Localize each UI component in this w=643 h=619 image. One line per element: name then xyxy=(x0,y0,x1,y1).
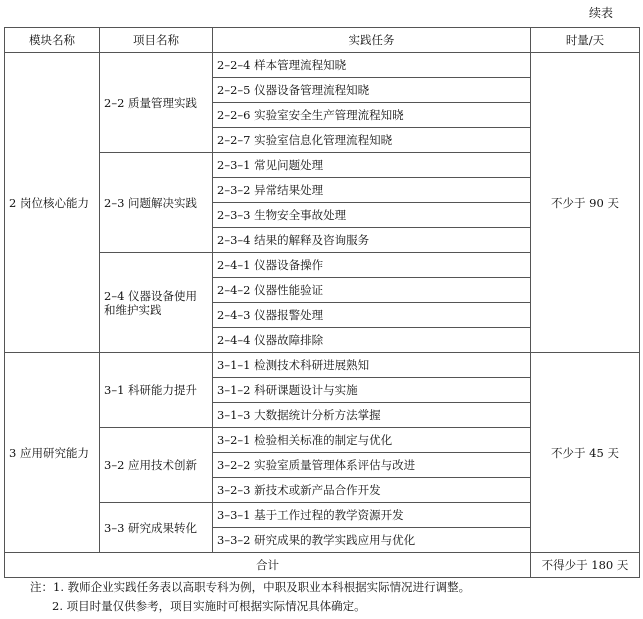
task-cell: 3–3–1 基于工作过程的教学资源开发 xyxy=(213,503,531,528)
module-hours: 不少于 90 天 xyxy=(531,53,640,353)
project-name: 3–2 应用技术创新 xyxy=(100,428,213,503)
task-cell: 3–1–3 大数据统计分析方法掌握 xyxy=(213,403,531,428)
task-cell: 3–2–3 新技术或新产品合作开发 xyxy=(213,478,531,503)
project-name: 3–1 科研能力提升 xyxy=(100,353,213,428)
task-cell: 2–3–3 生物安全事故处理 xyxy=(213,203,531,228)
header-row xyxy=(5,28,640,53)
task-cell: 3–1–2 科研课题设计与实施 xyxy=(213,378,531,403)
total-label: 合计 xyxy=(5,553,531,578)
task-cell: 2–2–5 仪器设备管理流程知晓 xyxy=(213,78,531,103)
header-project: 项目名称 xyxy=(100,28,213,53)
task-cell: 3–2–2 实验室质量管理体系评估与改进 xyxy=(213,453,531,478)
table-row xyxy=(5,353,640,378)
project-name: 2–4 仪器设备使用和维护实践 xyxy=(100,253,213,353)
task-cell: 2–2–6 实验室安全生产管理流程知晓 xyxy=(213,103,531,128)
task-cell: 2–3–4 结果的解释及咨询服务 xyxy=(213,228,531,253)
task-cell: 2–2–4 样本管理流程知晓 xyxy=(213,53,531,78)
total-hours: 不得少于 180 天 xyxy=(531,553,640,578)
project-name: 3–3 研究成果转化 xyxy=(100,503,213,553)
note-2: 2. 项目时量仅供参考，项目实施时可根据实际情况具体确定。 xyxy=(52,599,366,613)
module-name: 3 应用研究能力 xyxy=(5,353,100,553)
continued-label: 续表 xyxy=(588,6,613,20)
task-cell: 2–2–7 实验室信息化管理流程知晓 xyxy=(213,128,531,153)
task-cell: 2–4–1 仪器设备操作 xyxy=(213,253,531,278)
task-cell: 2–3–1 常见问题处理 xyxy=(213,153,531,178)
header-task: 实践任务 xyxy=(213,28,531,53)
header-module: 模块名称 xyxy=(5,28,100,53)
task-cell: 2–4–2 仪器性能验证 xyxy=(213,278,531,303)
task-cell: 2–4–4 仪器故障排除 xyxy=(213,328,531,353)
task-cell: 3–1–1 检测技术科研进展熟知 xyxy=(213,353,531,378)
task-cell: 2–3–2 异常结果处理 xyxy=(213,178,531,203)
module-hours: 不少于 45 天 xyxy=(531,353,640,553)
task-cell: 3–3–2 研究成果的教学实践应用与优化 xyxy=(213,528,531,553)
table-row xyxy=(5,53,640,78)
project-name: 2–2 质量管理实践 xyxy=(100,53,213,153)
task-cell: 3–2–1 检验相关标准的制定与优化 xyxy=(213,428,531,453)
project-name: 2–3 问题解决实践 xyxy=(100,153,213,253)
total-row xyxy=(5,553,640,578)
note-1: 注：1. 教师企业实践任务表以高职专科为例，中职及职业本科根据实际情况进行调整。 xyxy=(30,580,471,594)
module-name: 2 岗位核心能力 xyxy=(5,53,100,353)
notes xyxy=(30,578,470,616)
task-cell: 2–4–3 仪器报警处理 xyxy=(213,303,531,328)
practice-task-table xyxy=(4,27,640,578)
header-hours: 时量/天 xyxy=(531,28,640,53)
table-body xyxy=(5,53,640,553)
